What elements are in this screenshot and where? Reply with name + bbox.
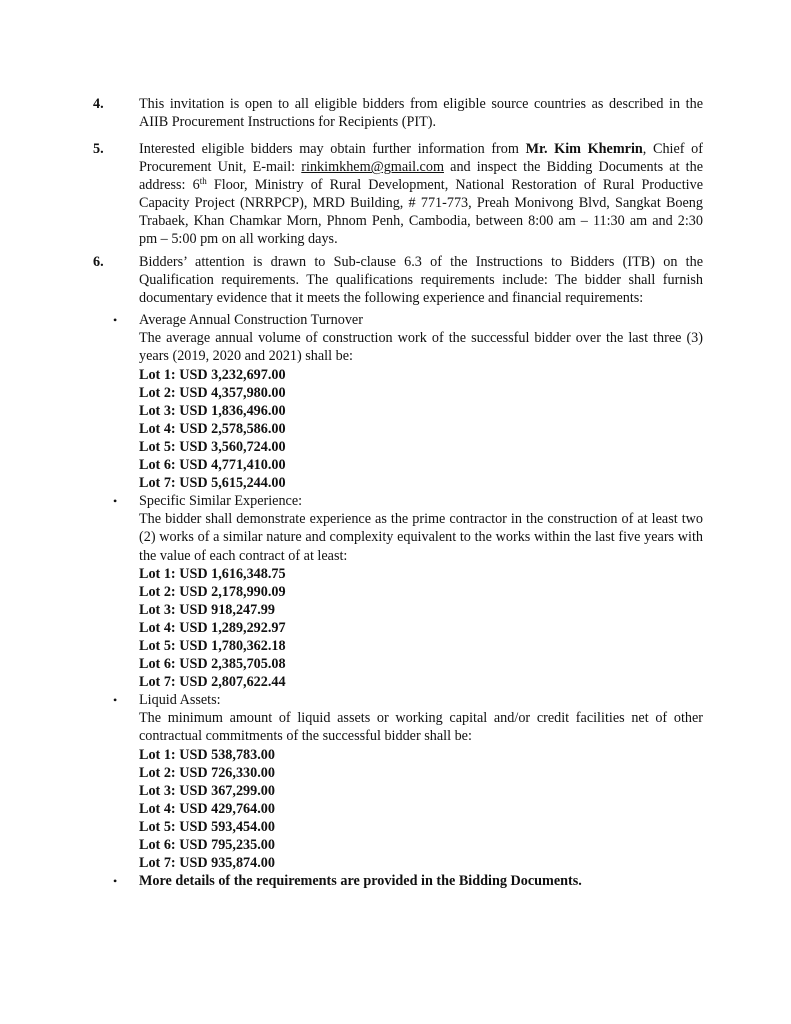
lot-value: Lot 5: USD 1,780,362.18 bbox=[139, 637, 286, 654]
lot-value: Lot 4: USD 1,289,292.97 bbox=[139, 619, 286, 636]
section-text bbox=[139, 140, 703, 249]
requirement-final-note bbox=[93, 872, 703, 890]
lot-value: Lot 3: USD 1,836,496.00 bbox=[139, 402, 286, 419]
text-fragment: and inspect the Bidding Documents at the address: 6 bbox=[139, 159, 703, 194]
lot-value: Lot 6: USD 795,235.00 bbox=[139, 837, 275, 853]
requirement-title: Specific Similar Experience: bbox=[139, 493, 303, 510]
requirement-description: The minimum amount of liquid assets or working capital and/or credit facilities net of other contractual commitments of the successful bidder shall be: bbox=[139, 710, 703, 745]
lot-value: Lot 7: USD 2,807,622.44 bbox=[139, 674, 286, 691]
final-note: More details of the requirements are provided in the Bidding Documents. bbox=[139, 873, 582, 890]
text-fragment: Interested eligible bidders may obtain further information from bbox=[139, 141, 526, 157]
bullet-icon: • bbox=[113, 874, 118, 889]
lot-value: Lot 2: USD 2,178,990.09 bbox=[139, 583, 286, 600]
requirements-list bbox=[93, 311, 703, 890]
requirement-description: The average annual volume of construction work of the successful bidder over the last three (3) years (2019, 2020 and 2021) shall be: bbox=[139, 330, 703, 365]
lot-value: Lot 1: USD 3,232,697.00 bbox=[139, 366, 286, 383]
text-fragment: , Chief of Procurement Unit, E-mail: bbox=[139, 141, 703, 176]
lot-value: Lot 5: USD 593,454.00 bbox=[139, 818, 275, 835]
lot-value: Lot 2: USD 726,330.00 bbox=[139, 764, 275, 781]
lot-value: Lot 5: USD 3,560,724.00 bbox=[139, 438, 286, 455]
lot-value: Lot 3: USD 367,299.00 bbox=[139, 782, 275, 799]
lot-value: Lot 7: USD 5,615,244.00 bbox=[139, 475, 286, 492]
requirement-title: Liquid Assets: bbox=[139, 692, 221, 709]
lot-value: Lot 2: USD 4,357,980.00 bbox=[139, 384, 286, 401]
text-fragment: Floor, Ministry of Rural Development, National Restoration of Rural Productive Capacity Project (NRRPCP), MRD Building, # 771-773, Preah Monivong Blvd, Sangkat Boeng Trabaek, Khan Chamkar Morn, Phnom Penh, Cambodia, between 8:00 am – 11:30 am and 2:30 pm – 5:00 pm on all working days. bbox=[139, 177, 703, 248]
ordinal-suffix: th bbox=[199, 176, 207, 187]
lot-value: Lot 7: USD 935,874.00 bbox=[139, 855, 275, 872]
section-number: 6. bbox=[93, 254, 104, 270]
section-text: Bidders’ attention is drawn to Sub-clause 6.3 of the Instructions to Bidders (ITB) on the Qualification requirements. The qualifications requirements include: The bidder shall furnish documentary evidence that it meets the following experience and financial requirements: bbox=[139, 254, 703, 307]
bullet-icon: • bbox=[113, 693, 118, 708]
section-text: This invitation is open to all eligible bidders from eligible source countries as described in the AIIB Procurement Instructions for Recipients (PIT). bbox=[139, 96, 703, 131]
lot-value: Lot 4: USD 2,578,586.00 bbox=[139, 420, 286, 437]
email-link[interactable]: rinkimkhem@gmail.com bbox=[301, 159, 444, 176]
lot-value: Lot 6: USD 4,771,410.00 bbox=[139, 457, 286, 474]
lot-value: Lot 6: USD 2,385,705.08 bbox=[139, 656, 286, 673]
requirement-liquid-assets bbox=[93, 691, 703, 872]
section-4 bbox=[93, 95, 703, 131]
requirement-title: Average Annual Construction Turnover bbox=[139, 312, 363, 329]
contact-name: Mr. Kim Khemrin bbox=[525, 141, 643, 157]
requirement-description: The bidder shall demonstrate experience as the prime contractor in the construction of at least two (2) works of a similar nature and complexity equivalent to the works within the last five years with the value of each contract of at least: bbox=[139, 511, 703, 564]
bullet-icon: • bbox=[113, 494, 118, 509]
bullet-icon: • bbox=[113, 313, 118, 328]
requirement-experience bbox=[93, 492, 703, 691]
section-number: 5. bbox=[93, 141, 104, 157]
lot-value: Lot 1: USD 1,616,348.75 bbox=[139, 565, 286, 582]
lot-value: Lot 3: USD 918,247.99 bbox=[139, 601, 275, 618]
section-number: 4. bbox=[93, 96, 104, 112]
section-5 bbox=[93, 140, 703, 249]
section-6 bbox=[93, 253, 703, 890]
lot-value: Lot 4: USD 429,764.00 bbox=[139, 800, 275, 817]
lot-value: Lot 1: USD 538,783.00 bbox=[139, 746, 275, 763]
requirement-turnover bbox=[93, 311, 703, 492]
